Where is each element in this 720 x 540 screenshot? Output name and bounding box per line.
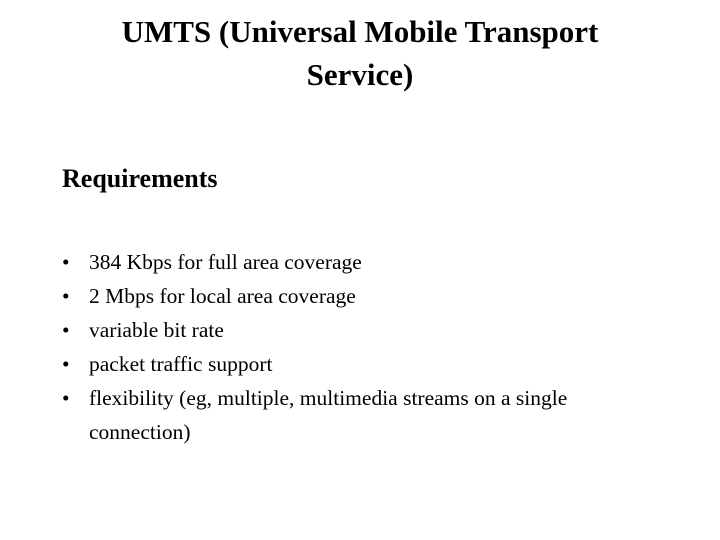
bullet-text: 384 Kbps for full area coverage [89,250,362,274]
bullet-text: flexibility (eg, multiple, multimedia streams on a single connection) [89,386,568,444]
bullet-item [62,347,662,381]
bullet-icon: • [62,352,70,376]
bullet-item [62,245,662,279]
slide-title-line-1: UMTS (Universal Mobile Transport [121,14,599,49]
bullet-item [62,313,662,347]
slide-title [40,10,680,96]
bullet-text: 2 Mbps for local area coverage [89,284,356,308]
bullet-icon: • [62,284,70,308]
bullet-icon: • [62,250,70,274]
bullet-icon: • [62,386,70,410]
bullet-icon: • [62,318,70,342]
bullet-text: packet traffic support [89,352,273,376]
slide-title-line-2: Service) [306,57,414,92]
bullet-item [62,381,662,449]
bullet-list [62,245,662,449]
section-heading: Requirements [62,164,218,193]
bullet-text: variable bit rate [89,318,224,342]
bullet-item [62,279,662,313]
